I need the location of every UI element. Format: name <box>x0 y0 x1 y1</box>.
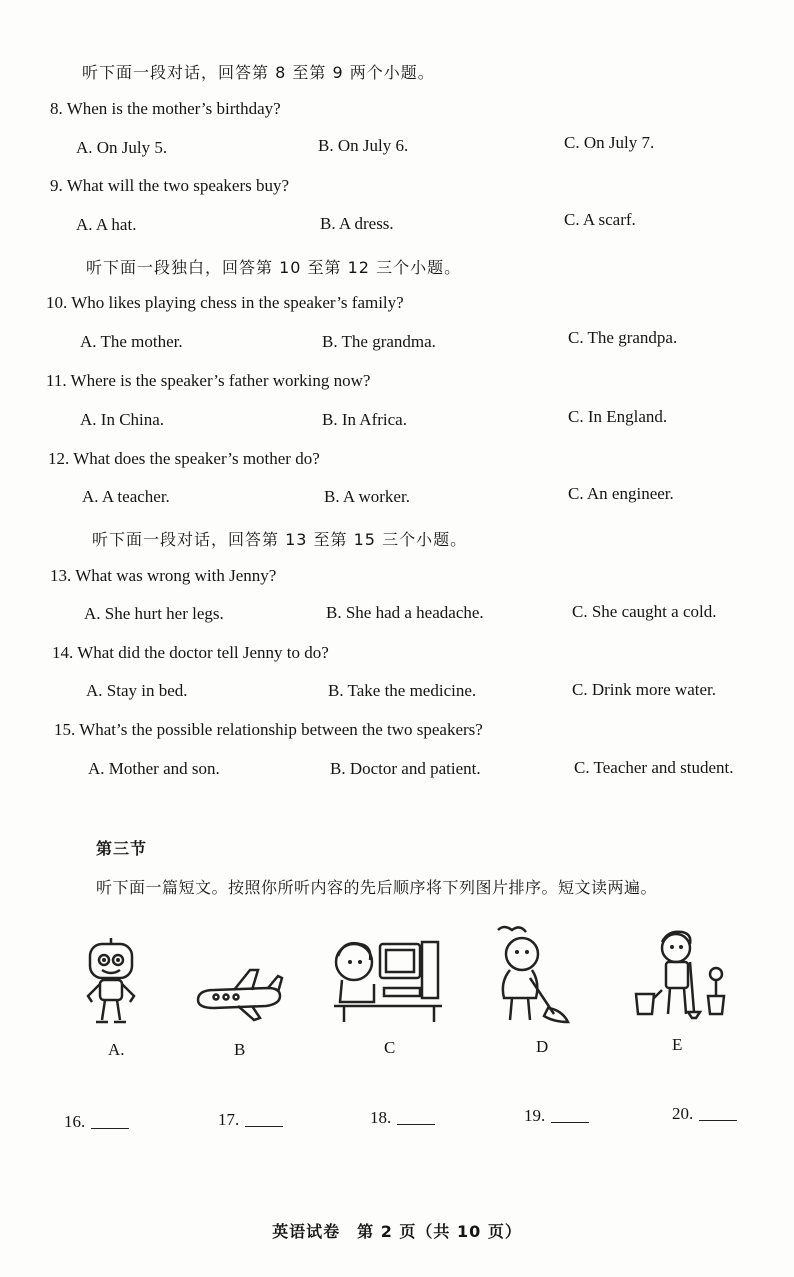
question-9: 9. What will the two speakers buy? <box>50 176 290 195</box>
answer-blank-19[interactable]: 19. <box>524 1106 589 1126</box>
question-12: 12. What does the speaker’s mother do? <box>48 449 320 468</box>
option-12c: C. An engineer. <box>568 484 674 503</box>
page-footer: 英语试卷 第 2 页（共 10 页） <box>272 1222 522 1241</box>
question-10: 10. Who likes playing chess in the speaker’s family? <box>46 293 404 312</box>
option-15a: A. Mother and son. <box>88 759 220 778</box>
option-12a: A. A teacher. <box>82 487 170 506</box>
option-14a: A. Stay in bed. <box>86 681 188 700</box>
option-9a: A. A hat. <box>76 215 137 234</box>
option-13c: C. She caught a cold. <box>572 602 717 621</box>
computer-picture <box>330 936 446 1024</box>
section-3-instruction: 听下面一篇短文。按照你所听内容的先后顺序将下列图片排序。短文读两遍。 <box>96 878 658 897</box>
option-14c: C. Drink more water. <box>572 680 716 699</box>
option-10c: C. The grandpa. <box>568 328 678 347</box>
section-3-title: 第三节 <box>96 839 148 858</box>
option-10a: A. The mother. <box>80 332 183 351</box>
picture-label-b: B <box>234 1040 246 1059</box>
answer-blank-20[interactable]: 20. <box>672 1104 737 1124</box>
option-12b: B. A worker. <box>324 487 410 506</box>
picture-label-d: D <box>536 1037 549 1056</box>
question-11: 11. Where is the speaker’s father working now? <box>46 371 371 390</box>
answer-blank-17[interactable]: 17. <box>218 1110 283 1130</box>
question-8: 8. When is the mother’s birthday? <box>50 99 281 118</box>
option-8c: C. On July 7. <box>564 133 655 152</box>
option-10b: B. The grandma. <box>322 332 436 351</box>
option-14b: B. Take the medicine. <box>328 681 477 700</box>
option-11a: A. In China. <box>80 410 165 429</box>
question-14: 14. What did the doctor tell Jenny to do? <box>52 643 329 662</box>
question-13: 13. What was wrong with Jenny? <box>50 566 277 585</box>
picture-label-e: E <box>672 1035 683 1054</box>
instruction-dialogue-8-9: 听下面一段对话，回答第 8 至第 9 两个小题。 <box>82 63 435 82</box>
plane-picture <box>194 966 284 1022</box>
instruction-monologue-10-12: 听下面一段独白，回答第 10 至第 12 三个小题。 <box>86 258 462 277</box>
question-15: 15. What’s the possible relationship between the two speakers? <box>54 720 483 739</box>
picture-label-c: C <box>384 1038 396 1057</box>
option-13b: B. She had a headache. <box>326 603 484 622</box>
option-15b: B. Doctor and patient. <box>330 759 481 778</box>
option-8b: B. On July 6. <box>318 136 409 155</box>
option-11b: B. In Africa. <box>322 410 407 429</box>
option-13a: A. She hurt her legs. <box>84 604 224 623</box>
instruction-dialogue-13-15: 听下面一段对话，回答第 13 至第 15 三个小题。 <box>92 530 468 549</box>
option-9b: B. A dress. <box>320 214 394 233</box>
option-11c: C. In England. <box>568 407 668 426</box>
option-9c: C. A scarf. <box>564 210 636 229</box>
answer-blank-16[interactable]: 16. <box>64 1112 129 1132</box>
picture-label-a: A. <box>108 1040 125 1059</box>
robot-picture <box>80 938 142 1030</box>
answer-blank-18[interactable]: 18. <box>370 1108 435 1128</box>
gardening-picture <box>632 928 728 1020</box>
option-8a: A. On July 5. <box>76 138 168 157</box>
option-15c: C. Teacher and student. <box>574 758 734 777</box>
sweeping-picture <box>490 922 570 1026</box>
